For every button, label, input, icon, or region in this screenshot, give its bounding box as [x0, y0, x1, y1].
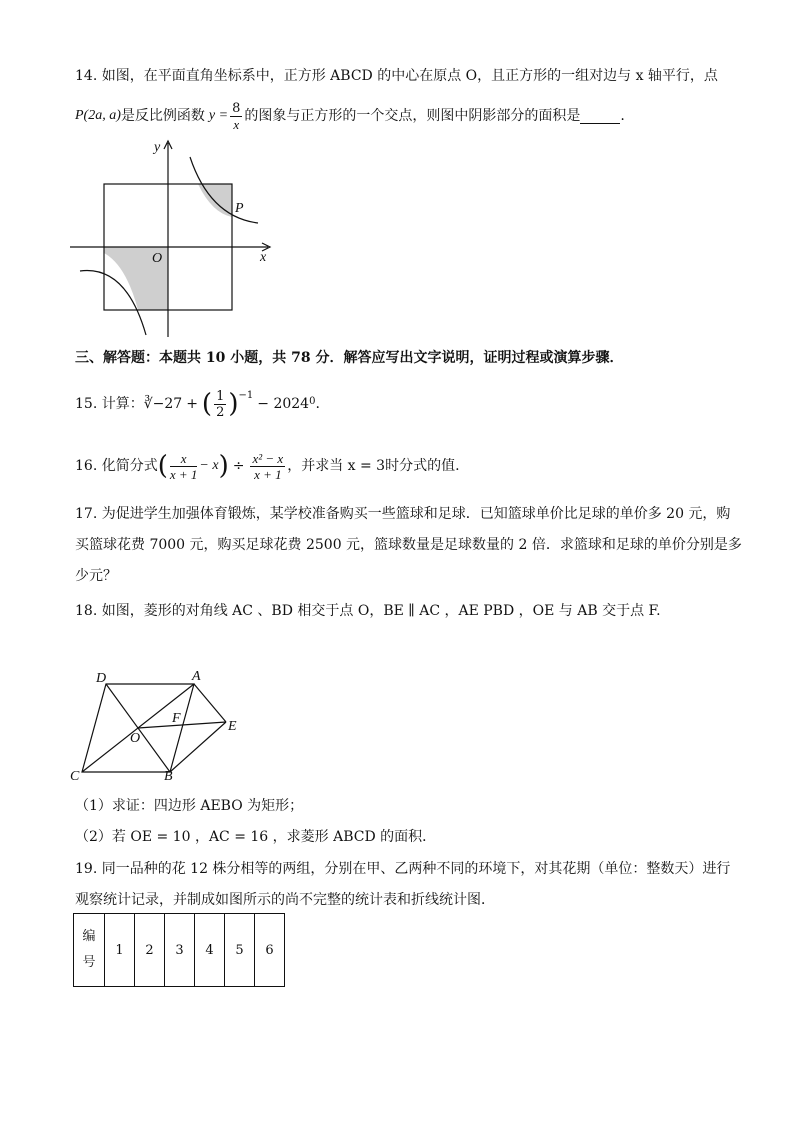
q16-minus-x: − x	[199, 458, 219, 473]
fig18-label-c: C	[70, 769, 80, 784]
fig18-label-d: D	[96, 671, 107, 686]
q16-prefix: 16. 化简分式	[75, 458, 158, 474]
q14-func-lhs: y =	[208, 108, 229, 123]
q15-cbrt: ∛−27	[143, 396, 183, 412]
table-cell: 4	[195, 914, 225, 987]
fig18-rhombus-diagram	[60, 660, 260, 785]
q15-end: .	[315, 396, 320, 412]
fig18-label-o: O	[130, 731, 141, 746]
q14-tail: 的图象与正方形的一个交点，则图中阴影部分的面积是	[244, 108, 581, 124]
q14-point: P(2a, a)	[75, 108, 121, 123]
table-cell: 2	[135, 914, 165, 987]
q14-answer-blank	[580, 109, 620, 124]
q16-divide: ÷	[232, 458, 245, 474]
fig14-p-label: P	[235, 201, 244, 216]
q16-fraction1	[170, 451, 198, 482]
q15-left-paren: (	[201, 389, 213, 419]
q16-f2-den: x + 1	[254, 466, 282, 482]
q15-half-den: 2	[216, 404, 225, 420]
q15-plus: +	[186, 396, 198, 412]
q19-line2: 观察统计记录，并制成如图所示的尚不完整的统计表和折线统计图．	[75, 892, 495, 908]
fig18-label-e: E	[228, 719, 237, 734]
q15-zero: 0	[309, 396, 316, 407]
q16-f2-num: x² − x	[252, 450, 284, 466]
q14-line1: 14. 如图，在平面直角坐标系中，正方形 ABCD 的中心在原点 O，且正方形的一组对边与 x 轴平行，点	[75, 68, 718, 84]
q15-line	[75, 386, 320, 422]
q16-line	[75, 446, 460, 486]
q15-half-num: 1	[216, 388, 225, 404]
fig14-x-label: x	[260, 250, 267, 265]
q17-line3: 少元？	[75, 568, 117, 584]
q14-mid: 是反比例函数	[120, 108, 205, 124]
q19-stats-table	[73, 913, 285, 987]
table-header-cell	[74, 914, 105, 987]
fig14-origin-label: O	[152, 251, 163, 266]
q15-minus: − 2024	[257, 396, 310, 412]
fig14-coordinate-diagram	[60, 135, 290, 345]
q18-line1: 18. 如图，菱形的对角线 AC 、BD 相交于点 O，BE ∥ AC ，AE PBD ，OE 与 AB 交于点 F.	[75, 603, 661, 619]
q14-func-den: x	[233, 116, 240, 132]
table-cell: 6	[255, 914, 285, 987]
table-header-text: 编号	[82, 929, 96, 970]
q16-left-paren: (	[157, 451, 168, 481]
q15-prefix: 15. 计算：	[75, 396, 144, 412]
fig18-segment-ae	[194, 684, 226, 722]
q16-f1-num: x	[170, 451, 198, 467]
table-cell: 1	[105, 914, 135, 987]
table-row	[74, 914, 285, 987]
table-cell: 3	[165, 914, 195, 987]
fig18-segment-be	[170, 722, 226, 772]
fig14-y-label: y	[154, 140, 161, 155]
fig18-label-b: B	[164, 769, 173, 784]
q17-line1: 17. 为促进学生加强体育锻炼，某学校准备购买一些篮球和足球．已知篮球单价比足球的单价多 20 元，购	[75, 506, 731, 522]
q15-exp: −1	[238, 390, 254, 401]
q15-right-paren: )	[228, 389, 239, 419]
q14-func-fraction	[230, 101, 242, 132]
section3-heading: 三、解答题：本题共 10 小题，共 78 分．解答应写出文字说明，证明过程或演算步骤．	[75, 350, 624, 366]
q15-half	[214, 389, 226, 420]
table-cell: 5	[225, 914, 255, 987]
q18-sub2: （2）若 OE = 10 ，AC = 16 ，求菱形 ABCD 的面积．	[75, 829, 437, 845]
q16-f1-den: x + 1	[169, 466, 198, 482]
q18-sub1: （1）求证：四边形 AEBO 为矩形；	[75, 798, 304, 814]
fig18-label-f: F	[172, 711, 181, 726]
q17-line2: 买篮球花费 7000 元，购买足球花费 2500 元，篮球数量是足球数量的 2 倍．求篮球和足球的单价分别是多	[75, 537, 742, 553]
fig18-label-a: A	[192, 669, 201, 684]
q14-end: .	[620, 108, 625, 124]
q14-func-num: 8	[232, 100, 241, 116]
q16-fraction2	[250, 451, 285, 482]
q16-right-paren: )	[218, 451, 229, 481]
q14-line2	[75, 98, 625, 134]
q19-line1: 19. 同一品种的花 12 株分相等的两组，分别在甲、乙两种不同的环境下，对其花期（单位：整数天）进行	[75, 861, 731, 877]
q16-tail: ，并求当 x = 3时分式的值.	[287, 458, 460, 474]
